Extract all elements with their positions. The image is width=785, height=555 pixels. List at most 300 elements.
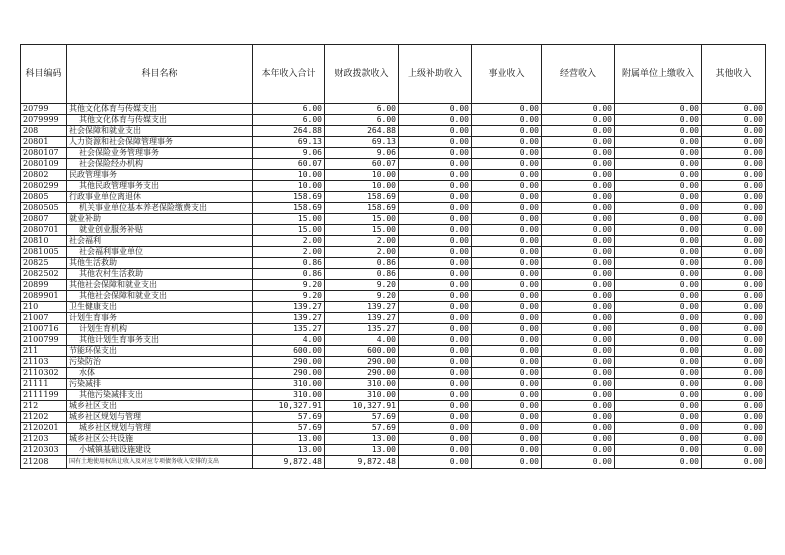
- cell-superior: 0.00: [399, 324, 472, 335]
- cell-fiscal: 9.20: [325, 280, 399, 291]
- table-row: [21, 456, 766, 469]
- cell-affiliated: 0.00: [615, 148, 702, 159]
- cell-operating: 0.00: [542, 280, 615, 291]
- cell-total: 158.69: [253, 192, 325, 203]
- cell-business: 0.00: [472, 104, 542, 115]
- cell-total: 13.00: [253, 445, 325, 456]
- cell-name: 社会保险业务管理事务: [67, 148, 253, 159]
- header-operating: 经营收入: [542, 45, 615, 104]
- cell-affiliated: 0.00: [615, 401, 702, 412]
- cell-superior: 0.00: [399, 434, 472, 445]
- cell-name: 就业创业服务补贴: [67, 225, 253, 236]
- cell-operating: 0.00: [542, 313, 615, 324]
- cell-code: 2080299: [21, 181, 67, 192]
- cell-business: 0.00: [472, 434, 542, 445]
- cell-fiscal: 9,872.48: [325, 456, 399, 469]
- cell-superior: 0.00: [399, 280, 472, 291]
- cell-other: 0.00: [702, 324, 766, 335]
- cell-total: 6.00: [253, 104, 325, 115]
- cell-code: 20807: [21, 214, 67, 225]
- cell-affiliated: 0.00: [615, 137, 702, 148]
- cell-superior: 0.00: [399, 203, 472, 214]
- cell-affiliated: 0.00: [615, 170, 702, 181]
- cell-business: 0.00: [472, 170, 542, 181]
- cell-code: 2100716: [21, 324, 67, 335]
- cell-other: 0.00: [702, 258, 766, 269]
- table-row: [21, 137, 766, 148]
- cell-total: 0.86: [253, 269, 325, 280]
- cell-operating: 0.00: [542, 258, 615, 269]
- header-total: 本年收入合计: [253, 45, 325, 104]
- header-fiscal: 财政拨款收入: [325, 45, 399, 104]
- cell-fiscal: 9.20: [325, 291, 399, 302]
- cell-operating: 0.00: [542, 181, 615, 192]
- cell-superior: 0.00: [399, 137, 472, 148]
- header-name: 科目名称: [67, 45, 253, 104]
- cell-operating: 0.00: [542, 159, 615, 170]
- cell-other: 0.00: [702, 159, 766, 170]
- cell-total: 9.20: [253, 280, 325, 291]
- cell-operating: 0.00: [542, 401, 615, 412]
- cell-name: 计划生育机构: [67, 324, 253, 335]
- cell-total: 57.69: [253, 412, 325, 423]
- cell-business: 0.00: [472, 269, 542, 280]
- table-row: [21, 291, 766, 302]
- cell-operating: 0.00: [542, 148, 615, 159]
- cell-business: 0.00: [472, 302, 542, 313]
- cell-business: 0.00: [472, 137, 542, 148]
- cell-total: 290.00: [253, 357, 325, 368]
- cell-operating: 0.00: [542, 170, 615, 181]
- cell-name: 城乡社区规划与管理: [67, 412, 253, 423]
- cell-business: 0.00: [472, 324, 542, 335]
- cell-superior: 0.00: [399, 291, 472, 302]
- cell-business: 0.00: [472, 126, 542, 137]
- cell-fiscal: 310.00: [325, 390, 399, 401]
- cell-business: 0.00: [472, 203, 542, 214]
- cell-superior: 0.00: [399, 126, 472, 137]
- cell-affiliated: 0.00: [615, 456, 702, 469]
- cell-name: 机关事业单位基本养老保险缴费支出: [67, 203, 253, 214]
- table-row: [21, 170, 766, 181]
- cell-affiliated: 0.00: [615, 225, 702, 236]
- cell-name: 就业补助: [67, 214, 253, 225]
- cell-total: 9.06: [253, 148, 325, 159]
- cell-fiscal: 13.00: [325, 434, 399, 445]
- cell-fiscal: 10.00: [325, 170, 399, 181]
- cell-fiscal: 2.00: [325, 236, 399, 247]
- cell-operating: 0.00: [542, 236, 615, 247]
- cell-superior: 0.00: [399, 368, 472, 379]
- cell-name: 行政事业单位离退休: [67, 192, 253, 203]
- cell-fiscal: 139.27: [325, 302, 399, 313]
- cell-fiscal: 4.00: [325, 335, 399, 346]
- cell-name: 国有土地使用权出让收入及对应专项债务收入安排的支出: [67, 456, 253, 469]
- cell-superior: 0.00: [399, 401, 472, 412]
- table-row: [21, 302, 766, 313]
- cell-fiscal: 6.00: [325, 104, 399, 115]
- cell-affiliated: 0.00: [615, 247, 702, 258]
- table-row: [21, 247, 766, 258]
- cell-other: 0.00: [702, 225, 766, 236]
- cell-superior: 0.00: [399, 423, 472, 434]
- cell-name: 人力资源和社会保障管理事务: [67, 137, 253, 148]
- cell-affiliated: 0.00: [615, 236, 702, 247]
- cell-business: 0.00: [472, 115, 542, 126]
- cell-superior: 0.00: [399, 346, 472, 357]
- cell-affiliated: 0.00: [615, 269, 702, 280]
- cell-affiliated: 0.00: [615, 434, 702, 445]
- cell-fiscal: 57.69: [325, 412, 399, 423]
- cell-operating: 0.00: [542, 324, 615, 335]
- cell-affiliated: 0.00: [615, 313, 702, 324]
- cell-affiliated: 0.00: [615, 203, 702, 214]
- cell-affiliated: 0.00: [615, 192, 702, 203]
- cell-code: 21103: [21, 357, 67, 368]
- cell-superior: 0.00: [399, 236, 472, 247]
- cell-name: 城乡社区公共设施: [67, 434, 253, 445]
- cell-business: 0.00: [472, 148, 542, 159]
- cell-name: 其他民政管理事务支出: [67, 181, 253, 192]
- cell-business: 0.00: [472, 236, 542, 247]
- cell-code: 2080107: [21, 148, 67, 159]
- cell-superior: 0.00: [399, 445, 472, 456]
- cell-total: 0.86: [253, 258, 325, 269]
- cell-fiscal: 139.27: [325, 313, 399, 324]
- cell-fiscal: 15.00: [325, 214, 399, 225]
- cell-operating: 0.00: [542, 115, 615, 126]
- cell-other: 0.00: [702, 335, 766, 346]
- cell-total: 2.00: [253, 247, 325, 258]
- table-row: [21, 324, 766, 335]
- table-row: [21, 335, 766, 346]
- cell-other: 0.00: [702, 434, 766, 445]
- cell-business: 0.00: [472, 379, 542, 390]
- cell-business: 0.00: [472, 258, 542, 269]
- cell-other: 0.00: [702, 269, 766, 280]
- table-row: [21, 115, 766, 126]
- cell-total: 139.27: [253, 302, 325, 313]
- cell-operating: 0.00: [542, 357, 615, 368]
- cell-superior: 0.00: [399, 170, 472, 181]
- cell-code: 211: [21, 346, 67, 357]
- cell-code: 20799: [21, 104, 67, 115]
- cell-affiliated: 0.00: [615, 357, 702, 368]
- cell-superior: 0.00: [399, 159, 472, 170]
- cell-total: 10,327.91: [253, 401, 325, 412]
- cell-total: 600.00: [253, 346, 325, 357]
- cell-other: 0.00: [702, 445, 766, 456]
- cell-operating: 0.00: [542, 434, 615, 445]
- cell-other: 0.00: [702, 390, 766, 401]
- cell-superior: 0.00: [399, 412, 472, 423]
- cell-code: 2080701: [21, 225, 67, 236]
- cell-fiscal: 310.00: [325, 379, 399, 390]
- cell-operating: 0.00: [542, 104, 615, 115]
- cell-fiscal: 13.00: [325, 445, 399, 456]
- cell-affiliated: 0.00: [615, 368, 702, 379]
- cell-superior: 0.00: [399, 247, 472, 258]
- cell-operating: 0.00: [542, 269, 615, 280]
- table-row: [21, 390, 766, 401]
- cell-other: 0.00: [702, 170, 766, 181]
- table-row: [21, 258, 766, 269]
- cell-operating: 0.00: [542, 203, 615, 214]
- cell-fiscal: 10.00: [325, 181, 399, 192]
- cell-name: 其他文化体育与传媒支出: [67, 104, 253, 115]
- cell-superior: 0.00: [399, 313, 472, 324]
- budget-income-table: [20, 44, 766, 469]
- table-row: [21, 412, 766, 423]
- cell-business: 0.00: [472, 445, 542, 456]
- cell-fiscal: 6.00: [325, 115, 399, 126]
- cell-affiliated: 0.00: [615, 126, 702, 137]
- cell-code: 21007: [21, 313, 67, 324]
- cell-name: 城乡社区支出: [67, 401, 253, 412]
- cell-affiliated: 0.00: [615, 412, 702, 423]
- cell-total: 139.27: [253, 313, 325, 324]
- cell-operating: 0.00: [542, 335, 615, 346]
- cell-operating: 0.00: [542, 445, 615, 456]
- cell-affiliated: 0.00: [615, 302, 702, 313]
- cell-name: 小城镇基础设施建设: [67, 445, 253, 456]
- cell-operating: 0.00: [542, 214, 615, 225]
- cell-name: 水体: [67, 368, 253, 379]
- cell-other: 0.00: [702, 214, 766, 225]
- cell-business: 0.00: [472, 214, 542, 225]
- table-row: [21, 368, 766, 379]
- header-affiliated: 附属单位上缴收入: [615, 45, 702, 104]
- cell-superior: 0.00: [399, 302, 472, 313]
- cell-operating: 0.00: [542, 346, 615, 357]
- cell-other: 0.00: [702, 357, 766, 368]
- cell-operating: 0.00: [542, 423, 615, 434]
- cell-code: 20899: [21, 280, 67, 291]
- cell-operating: 0.00: [542, 225, 615, 236]
- cell-other: 0.00: [702, 280, 766, 291]
- cell-other: 0.00: [702, 236, 766, 247]
- cell-other: 0.00: [702, 192, 766, 203]
- table-row: [21, 181, 766, 192]
- table-row: [21, 104, 766, 115]
- cell-total: 10.00: [253, 181, 325, 192]
- table-row: [21, 203, 766, 214]
- cell-superior: 0.00: [399, 214, 472, 225]
- cell-name: 节能环保支出: [67, 346, 253, 357]
- cell-name: 社会福利: [67, 236, 253, 247]
- cell-code: 2120303: [21, 445, 67, 456]
- cell-code: 208: [21, 126, 67, 137]
- cell-other: 0.00: [702, 368, 766, 379]
- cell-code: 21203: [21, 434, 67, 445]
- table-row: [21, 445, 766, 456]
- cell-total: 57.69: [253, 423, 325, 434]
- cell-code: 2080505: [21, 203, 67, 214]
- cell-total: 10.00: [253, 170, 325, 181]
- cell-fiscal: 158.69: [325, 203, 399, 214]
- cell-fiscal: 57.69: [325, 423, 399, 434]
- cell-other: 0.00: [702, 379, 766, 390]
- cell-code: 2111199: [21, 390, 67, 401]
- cell-business: 0.00: [472, 423, 542, 434]
- cell-code: 21208: [21, 456, 67, 469]
- cell-business: 0.00: [472, 346, 542, 357]
- cell-name: 民政管理事务: [67, 170, 253, 181]
- table-row: [21, 192, 766, 203]
- cell-other: 0.00: [702, 126, 766, 137]
- cell-fiscal: 135.27: [325, 324, 399, 335]
- cell-fiscal: 158.69: [325, 192, 399, 203]
- header-business: 事业收入: [472, 45, 542, 104]
- cell-code: 212: [21, 401, 67, 412]
- cell-other: 0.00: [702, 115, 766, 126]
- cell-total: 13.00: [253, 434, 325, 445]
- table-row: [21, 159, 766, 170]
- cell-total: 60.07: [253, 159, 325, 170]
- cell-total: 15.00: [253, 214, 325, 225]
- cell-code: 2081005: [21, 247, 67, 258]
- cell-other: 0.00: [702, 456, 766, 469]
- cell-superior: 0.00: [399, 104, 472, 115]
- cell-code: 2080109: [21, 159, 67, 170]
- table-row: [21, 225, 766, 236]
- table-row: [21, 269, 766, 280]
- cell-name: 其他生活救助: [67, 258, 253, 269]
- cell-affiliated: 0.00: [615, 324, 702, 335]
- cell-name: 计划生育事务: [67, 313, 253, 324]
- cell-business: 0.00: [472, 159, 542, 170]
- cell-fiscal: 15.00: [325, 225, 399, 236]
- cell-affiliated: 0.00: [615, 291, 702, 302]
- cell-fiscal: 600.00: [325, 346, 399, 357]
- cell-total: 135.27: [253, 324, 325, 335]
- cell-code: 20825: [21, 258, 67, 269]
- cell-name: 社会保障和就业支出: [67, 126, 253, 137]
- cell-operating: 0.00: [542, 390, 615, 401]
- cell-fiscal: 9.06: [325, 148, 399, 159]
- cell-affiliated: 0.00: [615, 115, 702, 126]
- cell-other: 0.00: [702, 203, 766, 214]
- cell-name: 其他文化体育与传媒支出: [67, 115, 253, 126]
- table-row: [21, 357, 766, 368]
- cell-name: 社会福利事业单位: [67, 247, 253, 258]
- cell-operating: 0.00: [542, 412, 615, 423]
- cell-code: 2110302: [21, 368, 67, 379]
- cell-total: 2.00: [253, 236, 325, 247]
- cell-affiliated: 0.00: [615, 280, 702, 291]
- cell-code: 210: [21, 302, 67, 313]
- cell-affiliated: 0.00: [615, 445, 702, 456]
- cell-operating: 0.00: [542, 247, 615, 258]
- cell-business: 0.00: [472, 456, 542, 469]
- cell-name: 其他污染减排支出: [67, 390, 253, 401]
- cell-operating: 0.00: [542, 126, 615, 137]
- cell-name: 其他社会保障和就业支出: [67, 280, 253, 291]
- cell-fiscal: 0.86: [325, 269, 399, 280]
- cell-affiliated: 0.00: [615, 346, 702, 357]
- cell-business: 0.00: [472, 247, 542, 258]
- cell-business: 0.00: [472, 192, 542, 203]
- cell-total: 310.00: [253, 390, 325, 401]
- cell-superior: 0.00: [399, 225, 472, 236]
- cell-total: 310.00: [253, 379, 325, 390]
- cell-fiscal: 290.00: [325, 368, 399, 379]
- cell-business: 0.00: [472, 412, 542, 423]
- cell-other: 0.00: [702, 423, 766, 434]
- cell-total: 69.13: [253, 137, 325, 148]
- cell-total: 264.88: [253, 126, 325, 137]
- cell-other: 0.00: [702, 346, 766, 357]
- cell-other: 0.00: [702, 181, 766, 192]
- cell-name: 其他农村生活救助: [67, 269, 253, 280]
- cell-total: 15.00: [253, 225, 325, 236]
- table-row: [21, 214, 766, 225]
- cell-superior: 0.00: [399, 269, 472, 280]
- cell-name: 污染减排: [67, 379, 253, 390]
- table-row: [21, 379, 766, 390]
- cell-superior: 0.00: [399, 390, 472, 401]
- cell-business: 0.00: [472, 390, 542, 401]
- cell-superior: 0.00: [399, 379, 472, 390]
- cell-business: 0.00: [472, 291, 542, 302]
- cell-affiliated: 0.00: [615, 181, 702, 192]
- cell-superior: 0.00: [399, 148, 472, 159]
- cell-affiliated: 0.00: [615, 379, 702, 390]
- cell-superior: 0.00: [399, 258, 472, 269]
- cell-fiscal: 264.88: [325, 126, 399, 137]
- cell-superior: 0.00: [399, 456, 472, 469]
- table-row: [21, 148, 766, 159]
- cell-affiliated: 0.00: [615, 214, 702, 225]
- cell-business: 0.00: [472, 181, 542, 192]
- cell-business: 0.00: [472, 313, 542, 324]
- cell-business: 0.00: [472, 368, 542, 379]
- table-row: [21, 236, 766, 247]
- cell-superior: 0.00: [399, 181, 472, 192]
- cell-total: 9.20: [253, 291, 325, 302]
- cell-business: 0.00: [472, 401, 542, 412]
- cell-operating: 0.00: [542, 302, 615, 313]
- cell-total: 158.69: [253, 203, 325, 214]
- cell-code: 2100799: [21, 335, 67, 346]
- cell-total: 4.00: [253, 335, 325, 346]
- cell-code: 21111: [21, 379, 67, 390]
- header-superior: 上级补助收入: [399, 45, 472, 104]
- table-row: [21, 434, 766, 445]
- cell-business: 0.00: [472, 280, 542, 291]
- cell-operating: 0.00: [542, 456, 615, 469]
- table-row: [21, 401, 766, 412]
- cell-code: 20802: [21, 170, 67, 181]
- cell-business: 0.00: [472, 335, 542, 346]
- cell-name: 社会保险经办机构: [67, 159, 253, 170]
- cell-business: 0.00: [472, 225, 542, 236]
- cell-fiscal: 0.86: [325, 258, 399, 269]
- cell-name: 其他社会保障和就业支出: [67, 291, 253, 302]
- cell-other: 0.00: [702, 247, 766, 258]
- header-code: 科目编码: [21, 45, 67, 104]
- cell-total: 6.00: [253, 115, 325, 126]
- cell-total: 290.00: [253, 368, 325, 379]
- cell-other: 0.00: [702, 412, 766, 423]
- cell-code: 2079999: [21, 115, 67, 126]
- table-row: [21, 346, 766, 357]
- cell-fiscal: 290.00: [325, 357, 399, 368]
- cell-name: 城乡社区规划与管理: [67, 423, 253, 434]
- cell-other: 0.00: [702, 401, 766, 412]
- table-row: [21, 280, 766, 291]
- cell-affiliated: 0.00: [615, 104, 702, 115]
